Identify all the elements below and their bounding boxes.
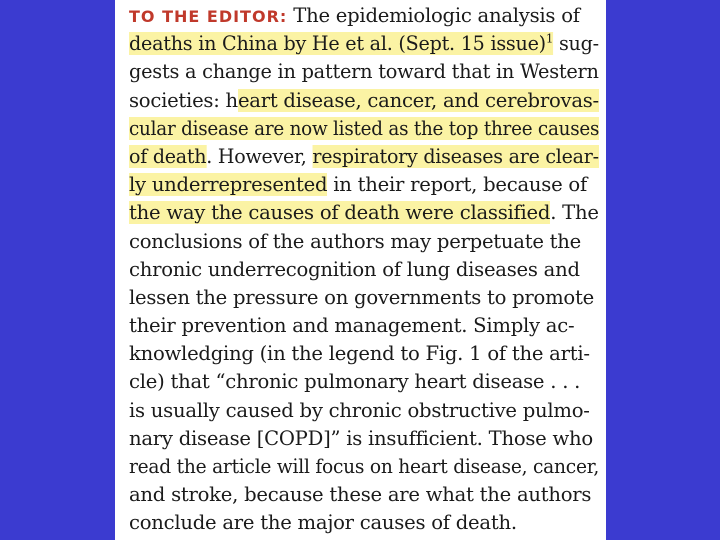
- salutation: TO THE EDITOR:: [129, 7, 288, 26]
- highlight: ly underrepresented: [129, 173, 328, 197]
- text-line-19: conclude are the major causes of death.: [129, 511, 517, 535]
- text-line-14: cle) that “chronic pulmonary heart disease . . .: [129, 370, 581, 394]
- text-line-17: read the article will focus on heart disease, cancer,: [129, 455, 600, 478]
- text-line-12: their prevention and management. Simply ac-: [129, 314, 575, 338]
- highlight: the way the causes of death were classified: [129, 201, 551, 225]
- text-line-6: of death. However, respiratory diseases are clear-: [129, 144, 599, 168]
- text-line-3: gests a change in pattern toward that in Western: [129, 60, 599, 84]
- text-line-10: chronic underrecognition of lung diseases and: [129, 257, 580, 281]
- highlight: cular disease are now listed as the top three causes: [129, 116, 600, 140]
- letter-page: [115, 0, 606, 540]
- text-line-9: conclusions of the authors may perpetuate the: [129, 229, 582, 253]
- highlight: eart disease, cancer, and cerebrovas-: [237, 88, 599, 112]
- letter-body: [129, 2, 599, 538]
- text-line-1: TO THE EDITOR: The epidemiologic analysis of: [129, 4, 580, 27]
- text-line-15: is usually caused by chronic obstructive pulmo-: [129, 398, 590, 422]
- text-line-7: ly underrepresented in their report, because of: [129, 173, 587, 197]
- highlight: of death: [129, 144, 207, 168]
- reference-superscript: 1: [545, 31, 554, 46]
- highlight: deaths in China by He et al. (Sept. 15 issue)$^1$: [129, 31, 554, 56]
- text-line-2: deaths in China by He et al. (Sept. 15 issue)$^1$ sug-: [129, 31, 599, 56]
- text-line-5: [129, 115, 600, 143]
- text-line-18: and stroke, because these are what the authors: [129, 483, 592, 507]
- text-line-16: nary disease [COPD]” is insufficient. Those who: [129, 426, 593, 450]
- text-line-4: societies: heart disease, cancer, and cerebrovas-: [129, 88, 599, 112]
- text-line-11: lessen the pressure on governments to promote: [129, 285, 594, 309]
- text-line-13: knowledging (in the legend to Fig. 1 of the arti-: [129, 342, 590, 366]
- text-line-8: the way the causes of death were classified. The: [129, 201, 599, 225]
- highlight: respiratory diseases are clear-: [312, 144, 599, 168]
